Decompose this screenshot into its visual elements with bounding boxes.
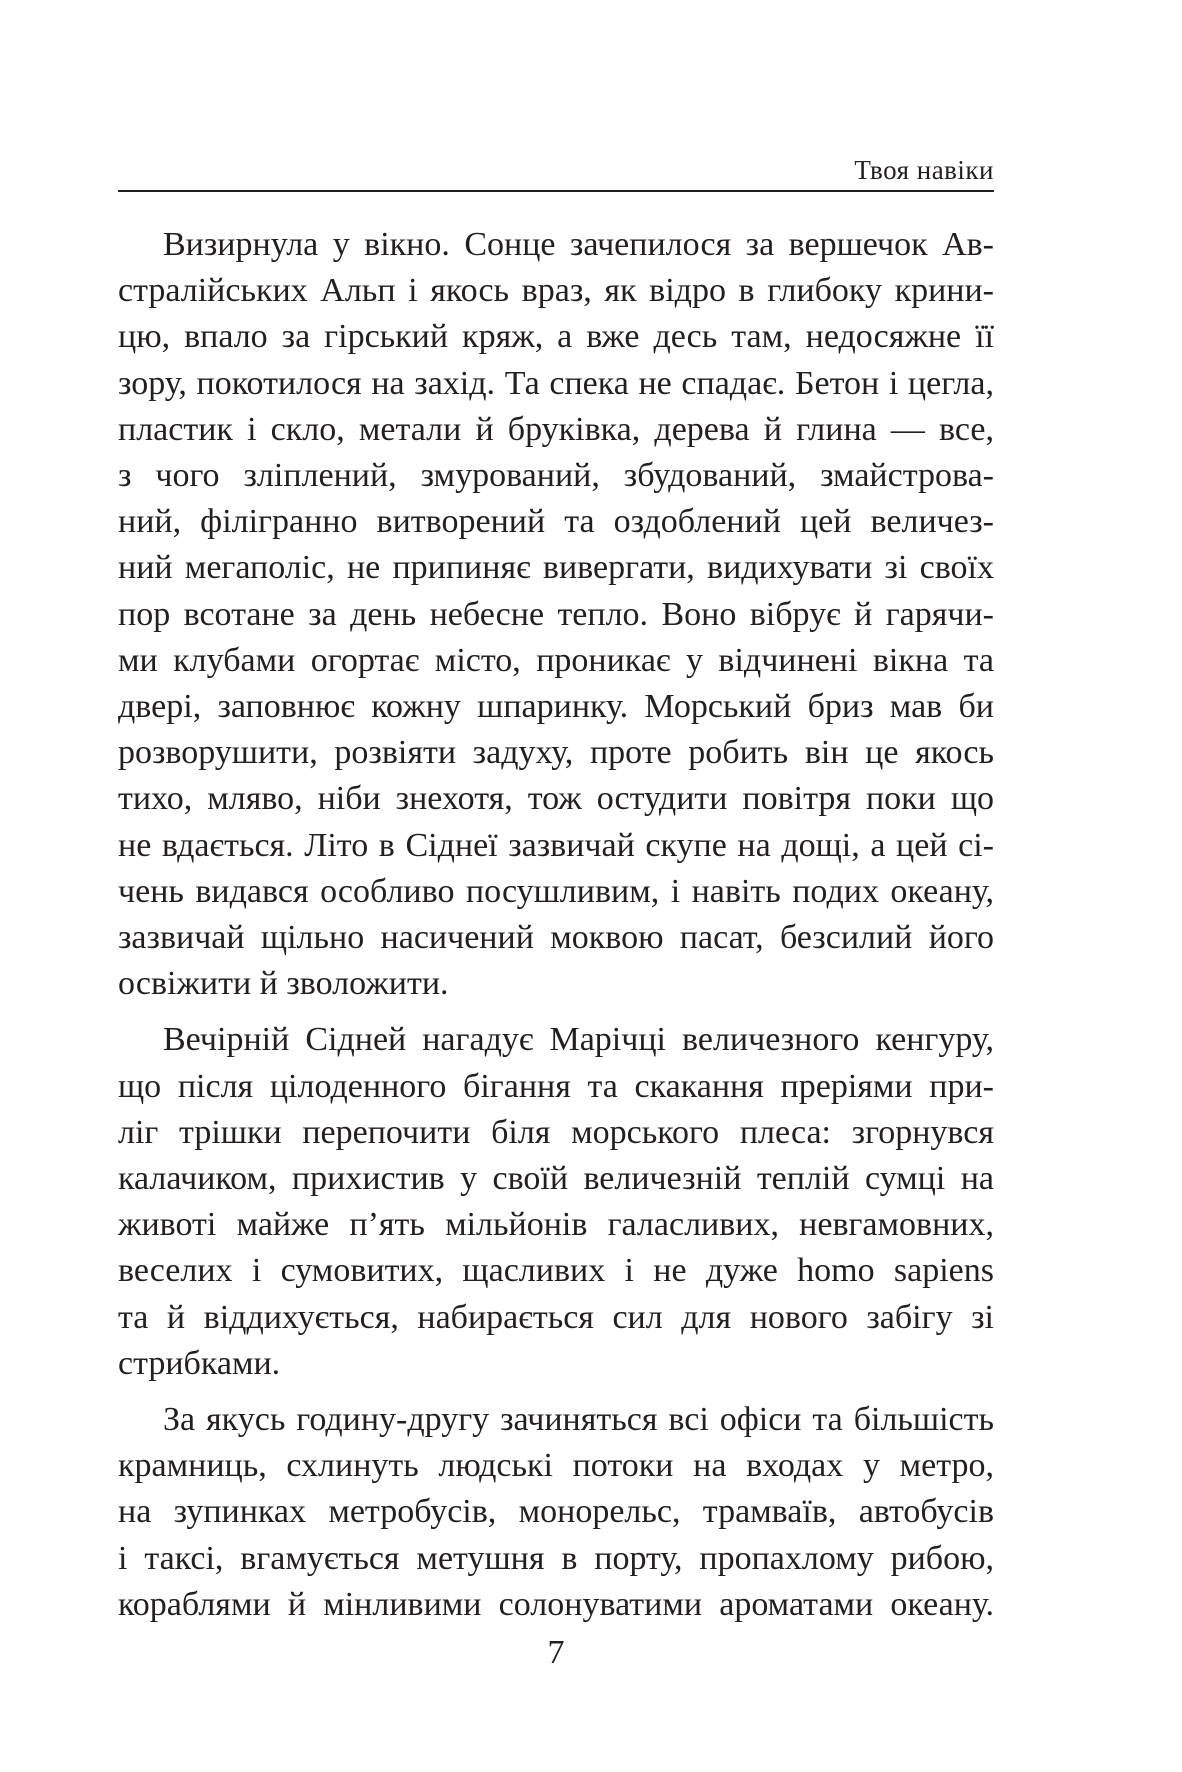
text-line: цю, впало за гірський кряж, а вже десь там, недосяжне її bbox=[118, 318, 994, 356]
text-line: крамниць, схлинуть людські потоки на входах у метро, bbox=[118, 1447, 994, 1485]
text-line: чень видався особливо посушливим, і навіть подих океану, bbox=[118, 872, 994, 910]
text-line: і таксі, вгамується метушня в порту, пропахлому рибою, bbox=[118, 1539, 994, 1577]
paragraph bbox=[118, 222, 994, 1007]
paragraph bbox=[118, 1397, 994, 1628]
text-line: калачиком, прихистив у своїй величезній теплій сумці на bbox=[118, 1160, 994, 1198]
page-number: 7 bbox=[547, 1634, 565, 1671]
text-line: стрибками. bbox=[118, 1344, 281, 1382]
paragraph bbox=[118, 1017, 994, 1387]
text-line: та й віддихується, набирається сил для нового забігу зі bbox=[118, 1298, 994, 1336]
text-line: зазвичай щільно насичений моквою пасат, безсилий його bbox=[118, 919, 994, 957]
text-line: на зупинках метробусів, монорельс, трамваїв, автобусів bbox=[118, 1493, 994, 1531]
text-line: ми клубами огортає місто, проникає у відчинені вікна та bbox=[118, 641, 994, 679]
text-line: зору, покотилося на захід. Та спека не спадає. Бетон і цегла, bbox=[118, 364, 994, 402]
body-text bbox=[118, 222, 994, 1638]
text-line: стралійських Альп і якось враз, як відро в глибоку крини- bbox=[118, 272, 994, 310]
text-line: За якусь годину-другу зачиняться всі офіси та більшість bbox=[163, 1401, 994, 1439]
running-title: Твоя навіки bbox=[854, 155, 994, 185]
running-header bbox=[118, 150, 994, 192]
text-line: з чого зліплений, змурований, збудований, змайстрова- bbox=[118, 457, 994, 495]
text-line: веселих і сумовитих, щасливих і не дуже homo sapiens bbox=[118, 1252, 994, 1290]
text-line: пластик і скло, метали й бруківка, дерева й глина — все, bbox=[118, 410, 994, 448]
text-line: двері, заповнює кожну шпаринку. Морський бриз мав би bbox=[118, 688, 994, 726]
text-line: кораблями й мінливими солонуватими ароматами океану. bbox=[118, 1585, 994, 1623]
text-line: ний, філігранно витворений та оздоблений цей величез- bbox=[118, 503, 994, 541]
text-line: пор всотане за день небесне тепло. Воно вібрує й гарячи- bbox=[118, 595, 994, 633]
text-line: ліг трішки перепочити біля морського плеса: згорнувся bbox=[118, 1113, 994, 1151]
text-line: освіжити й зволожити. bbox=[118, 965, 449, 1003]
text-line: що після цілоденного бігання та скакання преріями при- bbox=[118, 1067, 994, 1105]
text-line: Вечірній Сідней нагадує Марічці величезного кенгуру, bbox=[163, 1021, 994, 1059]
text-line: не вдається. Літо в Сіднеї зазвичай скупе на дощі, а цей сі- bbox=[118, 826, 994, 864]
text-line: розворушити, розвіяти задуху, проте робить він це якось bbox=[118, 734, 994, 772]
text-line: животі майже п’ять мільйонів галасливих, невгамовних, bbox=[118, 1206, 994, 1244]
text-line: ний мегаполіс, не припиняє вивергати, видихувати зі своїх bbox=[118, 549, 994, 587]
text-line: Визирнула у вікно. Сонце зачепилося за вершечок Ав- bbox=[163, 226, 994, 263]
text-line: тихо, мляво, ніби знехотя, тож остудити повітря поки що bbox=[118, 780, 994, 818]
